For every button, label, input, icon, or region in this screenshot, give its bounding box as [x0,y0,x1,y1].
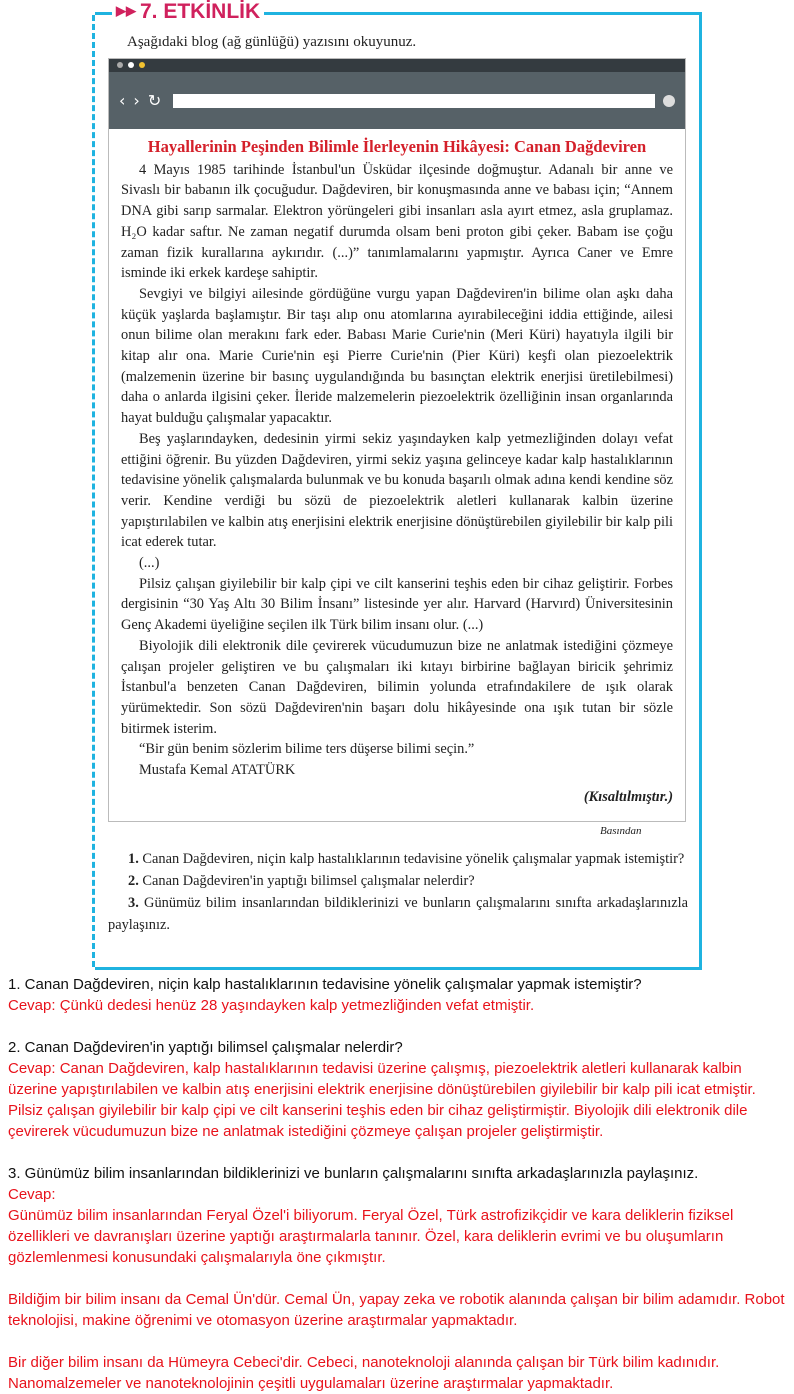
question: 1. Canan Dağdeviren, niçin kalp hastalıklarının tedavisine yönelik çalışmalar yapmak istemiştir? [128,851,685,867]
window-dot-icon [139,62,145,68]
activity-title-text: 7. ETKİNLİK [140,0,261,23]
instruction: Aşağıdaki blog (ağ günlüğü) yazısını okuyunuz. [127,34,417,50]
answer-text: Günümüz bilim insanlarından Feryal Özel'i biliyorum. Feryal Özel, Türk astrofizikçidir ve kara deliklerin fiziksel özellikleri ve davranışları üzerine yaptığı araştırmalarla tanınır. Özel, kara deliklerin evrimi ve bu oluşumların gözlemlenmesi konusundaki çalışmalarıyla öne çıkmıştır. [8,1207,734,1266]
reload-icon: ↻ [147,91,162,110]
window-dot-icon [128,62,134,68]
chevron-right-icon: › [133,91,140,110]
activity-title [112,0,264,24]
question: 3. Günümüz bilim insanlarından bildiklerinizi ve bunların çalışmalarını sınıfta arkadaşlarınızla paylaşınız. [108,895,688,933]
blog-title: Hayallerinin Peşinden Bilimle İlerleyenin Hikâyesi: Canan Dağdeviren [147,137,647,156]
answer-question: 1. Canan Dağdeviren, niçin kalp hastalıklarının tedavisine yönelik çalışmalar yapmak istemiştir? [8,976,642,993]
double-arrow-icon: ▶▶ [116,3,136,18]
chevron-left-icon: ‹ [119,91,126,110]
answer-label: Cevap: [8,1186,56,1203]
paragraph: Pilsiz çalışan giyilebilir bir kalp çipi ve cilt kanserini teşhis eden bir cihaz geliştirir. Forbes dergisinin “30 Yaş Altı 30 Bilim İnsanı” listesinde yer alır. Harvard (Harvırd) Üniversitesinin Genç Akademi üyeliğine seçilen ilk Türk bilim insanı olur. (...) [121,575,673,634]
answer-text: Bildiğim bir bilim insanı da Cemal Ün'dür. Cemal Ün, yapay zeka ve robotik alanında çalışan bir bilim adamıdır. Robot teknolojisi, makine öğrenimi ve otomasyon üzerine araştırmalar yapmaktadır. [8,1291,785,1329]
answers [8,974,790,1394]
abridged-note: (Kısaltılmıştır.) [583,788,673,805]
answer-text: Bir diğer bilim insanı da Hümeyra Cebeci'dir. Cebeci, nanoteknoloji alanında çalışan bir Türk bilim kadınıdır. Nanomalzemeler ve nanoteknolojinin çeşitli uygulamaları üzerine araştırmalar yapmaktadır. [8,1354,720,1392]
questions [108,848,688,936]
paragraph: Beş yaşlarındayken, dedesinin yirmi sekiz yaşındayken kalp yetmezliğinden dolayı vefat ettiğini öğrenir. Bu yüzden Dağdeviren, yirmi sekiz yaşına gelinceye kadar kalp hastalıklarının tedavisine yönelik çalışmalarda bulunmak ve bu konuda başarılı olmak adına kendi kendine söz verir. Kendine verdiği bu sözü de piezoelektrik aletleri kullanarak kalbin üzerine yapıştırılabilen ve kalbin atış enerjisini elektrik enerjisine dönüştürebilen giyilebilir bir kalp pili icat ederek tutar. [121,430,673,551]
paragraph: 4 Mayıs 1985 tarihinde İstanbul'un Üsküdar ilçesinde doğmuştur. Adanalı bir anne ve Sivaslı bir babanın ilk çocuğudur. Dağdeviren, bir konuşmasında anne ve babası için; “Annem DNA gibi sarıp sarmalar. Elektron yörüngeleri gibi insanları asla ayırt etmez, asla gruplamaz. H₂O kadar saftır. Ne zaman negatif durumda olsam beni proton gibi çeker. Babam ise çoğu zaman fizik kurallarına aykırıdır. (...)” tanımlamalarını yapmıştır. Ayrıca Caner ve Emre isminde iki erkek kardeşe sahiptir. [121,161,673,282]
quote: “Bir gün benim sözlerim bilime ters düşerse bilimi seçin.” [139,741,475,758]
quote-author: Mustafa Kemal ATATÜRK [139,762,296,779]
paragraph: Biyolojik dili elektronik dile çevirerek vücudumuzun bize ne anlatmak istediğini çözmeye çalışan projeler geliştiren ve bu çalışmaları iki kıtayı birbirine bağlayan biricik şehrimiz İstanbul'a benzeten Canan Dağdeviren, bilimin yolunda etrafındakilere de ışık olarak yürümektedir. Son sözü Dağdeviren'nin başarı dolu hikâyesinde ona ışık tutan bir sözle bitirmek isterim. [121,637,673,737]
source-label: Basından [600,825,642,837]
window-titlebar [109,59,685,72]
paragraph: Sevgiyi ve bilgiyi ailesinde gördüğüne vurgu yapan Dağdeviren'in bilime olan aşkı daha küçük yaşlarda başlamıştır. Bir taşı alıp onu atomlarına ayırabileceğini iddia ettiğinde, ailesi onun bilime olan merakını fark eder. Babası Marie Curie'nin (Meri Küri) hayatıyla ilgili bir kitap alır ona. Marie Curie'nin eşi Pierre Curie'nin (Pier Küri) keşfi olan piezoelektrik (malzemenin üzerine bir basınç uygulandığında bu basınçtan elektrik enerjisi üretilebilmesi) daha o anlarda ilgisini çeker. İleride malzemelerin piezoelektrik özelliğinin insan organlarında hayat bulduğu çalışmalar yapacaktır. [121,285,673,427]
answer-text: Cevap: Canan Dağdeviren, kalp hastalıklarının tedavisi üzerine çalışmış, piezoelektrik aletleri kullanarak kalbin üzerine yapıştırılabilen ve kalbin atış enerjisini elektrik enerjisine dönüştürebilen giyilebilir bir kalp pili icat etmiştir. Pilsiz çalışan giyilebilir bir kalp çipi ve cilt kanserini teşhis eden bir cihaz geliştirmiştir. Biyolojik dili elektronik dile çevirerek vücudumuzun bize ne anlatmak istediğini çözmeye çalışan projeler geliştirmiştir. [8,1060,756,1140]
browser-mockup [108,58,686,822]
browser-toolbar [109,72,685,129]
answer-text: Cevap: Çünkü dedesi henüz 28 yaşındayken kalp yetmezliğinden vefat etmiştir. [8,997,535,1014]
paragraph: (...) [139,555,160,572]
avatar-icon [663,95,675,107]
answer-question: 3. Günümüz bilim insanlarından bildiklerinizi ve bunların çalışmalarını sınıfta arkadaşlarınızla paylaşınız. [8,1165,699,1182]
blog-content [109,129,685,808]
answer-question: 2. Canan Dağdeviren'in yaptığı bilimsel çalışmalar nelerdir? [8,1039,403,1056]
window-dot-icon [117,62,123,68]
address-bar [173,94,655,108]
question: 2. Canan Dağdeviren'in yaptığı bilimsel çalışmalar nelerdir? [128,873,475,889]
